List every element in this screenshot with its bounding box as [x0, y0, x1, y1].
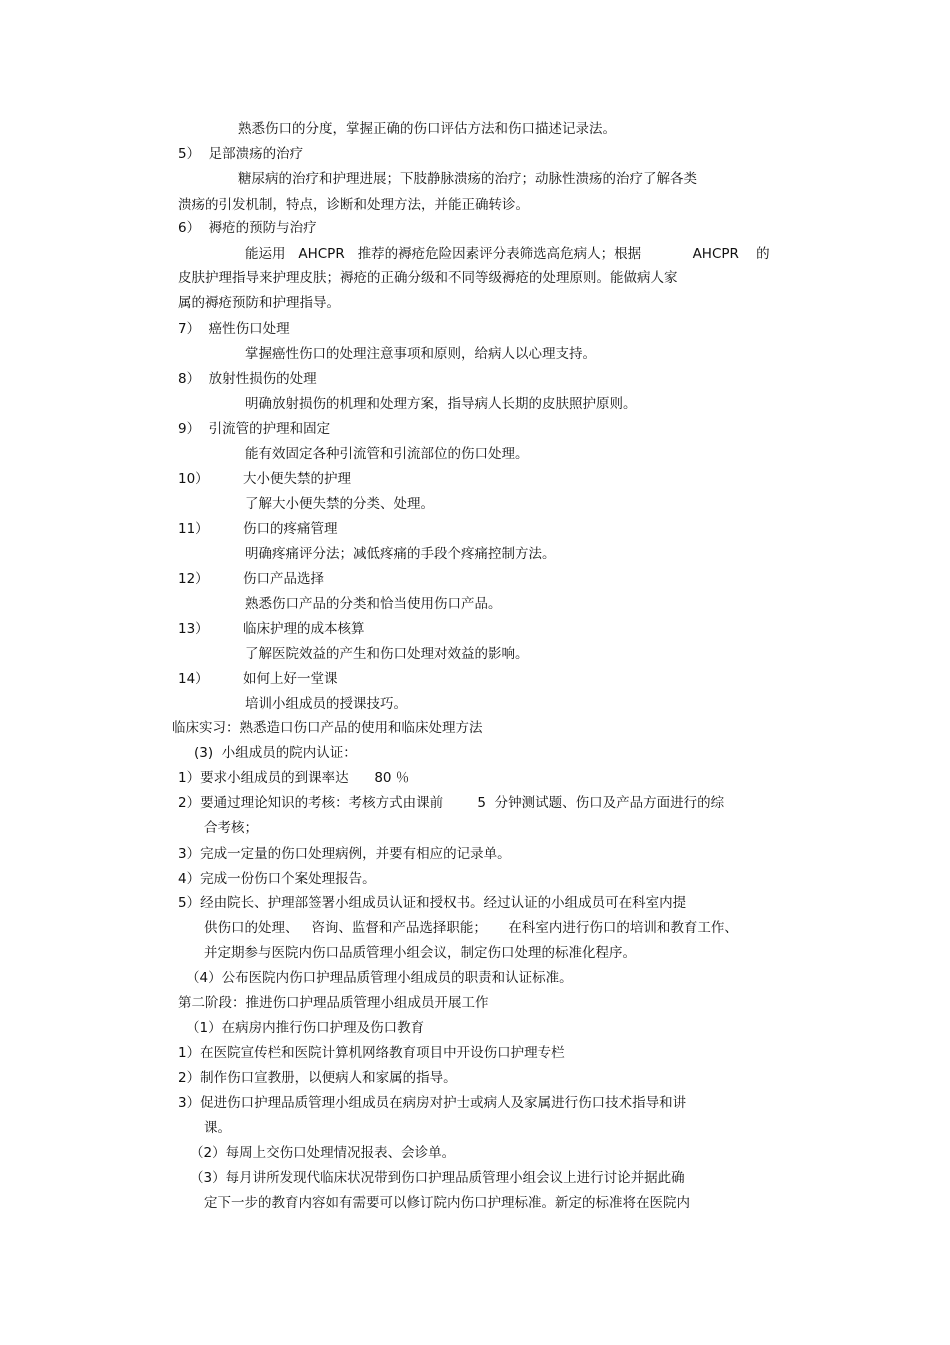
text-line: 溃疡的引发机制，特点，诊断和处理方法，并能正确转诊。	[178, 197, 529, 213]
text-line: 定下一步的教育内容如有需要可以修订院内伤口护理标准。新定的标准将在医院内	[204, 1195, 690, 1211]
section-heading: 伤口产品选择	[243, 571, 324, 587]
section-heading: 伤口的疼痛管理	[243, 521, 338, 537]
text-line: 4）完成一份伤口个案处理报告。	[178, 871, 376, 887]
text-line: 熟悉伤口产品的分类和恰当使用伤口产品。	[245, 596, 502, 612]
section-heading: （3）每月讲所发现代临床状况带到伤口护理品质管理小组会议上进行讨论并据此确	[190, 1170, 685, 1186]
text-line: 1）要求小组成员的到课率达 80 ％	[178, 770, 410, 786]
text-line: 合考核；	[204, 820, 258, 836]
section-heading: 5） 足部溃疡的治疗	[178, 146, 304, 162]
item-number: 11）	[178, 521, 209, 537]
section-heading: 8） 放射性损伤的处理	[178, 371, 317, 387]
text-line: 属的褥疮预防和护理指导。	[178, 295, 340, 311]
text-line: 皮肤护理指导来护理皮肤；褥疮的正确分级和不同等级褥疮的处理原则。能做病人家	[178, 270, 678, 286]
item-number: 10）	[178, 471, 209, 487]
section-heading: （2）每周上交伤口处理情况报表、会诊单。	[190, 1145, 456, 1161]
section-heading: （4）公布医院内伤口护理品质管理小组成员的职责和认证标准。	[186, 970, 573, 986]
text-line: 明确疼痛评分法；减低疼痛的手段个疼痛控制方法。	[245, 546, 556, 562]
text-line: 熟悉伤口的分度，掌握正确的伤口评估方法和伤口描述记录法。	[238, 121, 616, 137]
section-heading: 临床护理的成本核算	[243, 621, 365, 637]
item-number: 13）	[178, 621, 209, 637]
text-line: 供伤口的处理、 咨询、监督和产品选择职能； 在科室内进行伤口的培训和教育工作、	[204, 920, 738, 936]
section-heading: 大小便失禁的护理	[243, 471, 351, 487]
text-line: 糖尿病的治疗和护理进展；下肢静脉溃疡的治疗；动脉性溃疡的治疗了解各类	[238, 171, 697, 187]
text-line: 并定期参与医院内伤口品质管理小组会议，制定伤口处理的标准化程序。	[204, 945, 636, 961]
text-line: 5）经由院长、护理部签署小组成员认证和授权书。经过认证的小组成员可在科室内提	[178, 895, 687, 911]
text-line: 培训小组成员的授课技巧。	[245, 696, 407, 712]
text-line: 2）要通过理论知识的考核：考核方式由课前 5 分钟测试题、伤口及产品方面进行的综	[178, 795, 725, 811]
text-line: 了解医院效益的产生和伤口处理对效益的影响。	[245, 646, 529, 662]
text-line: 1）在医院宣传栏和医院计算机网络教育项目中开设伤口护理专栏	[178, 1045, 565, 1061]
text-line: 掌握癌性伤口的处理注意事项和原则，给病人以心理支持。	[245, 346, 596, 362]
text-line: 能有效固定各种引流管和引流部位的伤口处理。	[245, 446, 529, 462]
item-number: 14）	[178, 671, 209, 687]
text-line: 明确放射损伤的机理和处理方案，指导病人长期的皮肤照护原则。	[245, 396, 637, 412]
section-heading: 7） 癌性伤口处理	[178, 321, 290, 337]
section-heading: 6） 褥疮的预防与治疗	[178, 220, 317, 236]
section-heading: 第二阶段：推进伤口护理品质管理小组成员开展工作	[178, 995, 489, 1011]
text-line: 3）促进伤口护理品质管理小组成员在病房对护士或病人及家属进行伤口技术指导和讲	[178, 1095, 687, 1111]
text-line: 3）完成一定量的伤口处理病例，并要有相应的记录单。	[178, 846, 511, 862]
section-heading: 9） 引流管的护理和固定	[178, 421, 331, 437]
item-number: 12）	[178, 571, 209, 587]
section-heading: 如何上好一堂课	[243, 671, 338, 687]
text-line: 2）制作伤口宣教册，以便病人和家属的指导。	[178, 1070, 457, 1086]
section-heading: （1）在病房内推行伤口护理及伤口教育	[186, 1020, 425, 1036]
text-line: 了解大小便失禁的分类、处理。	[245, 496, 434, 512]
section-heading: (3) 小组成员的院内认证：	[194, 745, 357, 761]
text-line: 课。	[204, 1120, 231, 1136]
text-line: 能运用 AHCPR 推荐的褥疮危险因素评分表筛选高危病人；根据 AHCPR 的	[245, 246, 770, 262]
text-line: 临床实习：熟悉造口伤口产品的使用和临床处理方法	[172, 720, 483, 736]
